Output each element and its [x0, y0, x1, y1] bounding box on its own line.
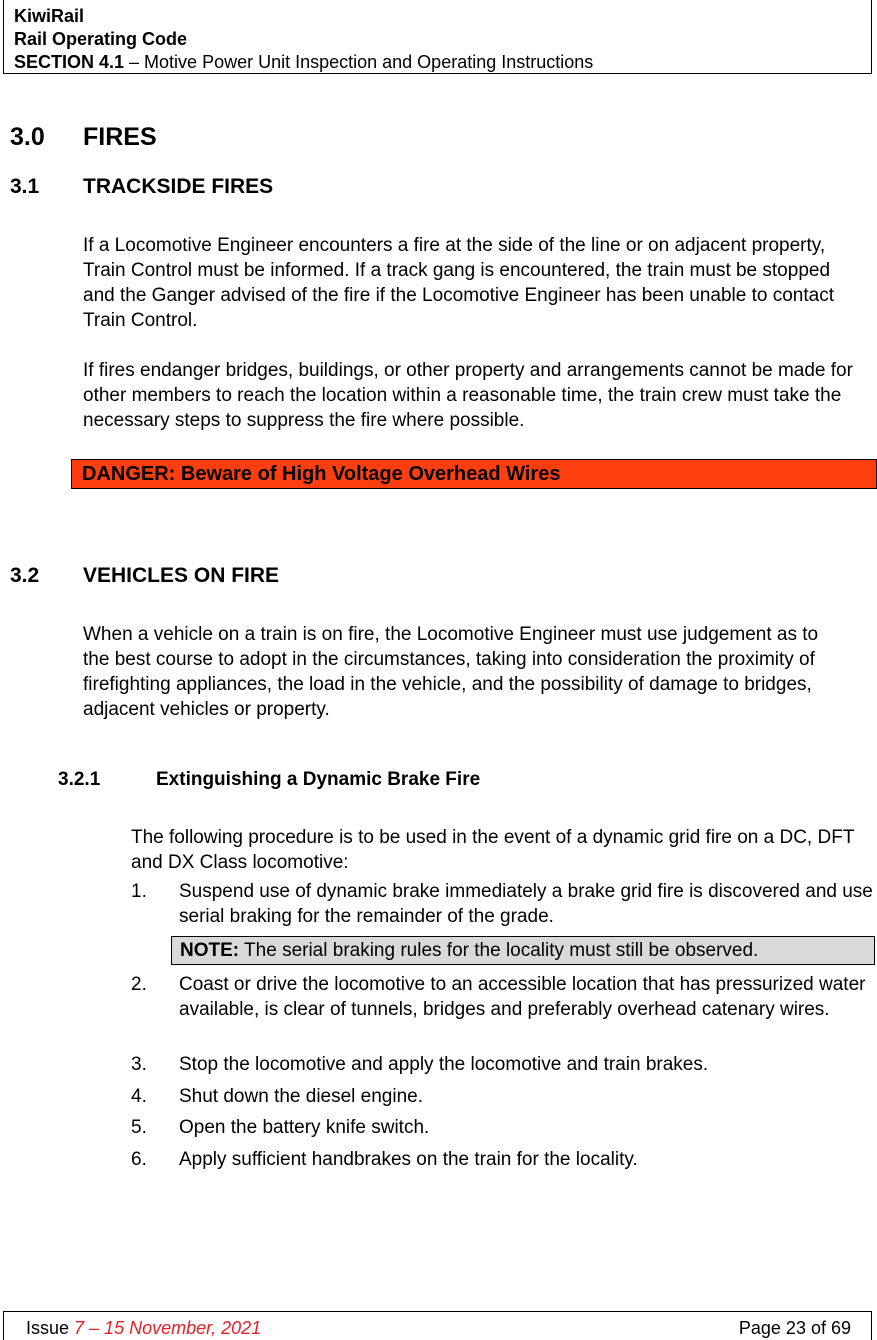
issue-label: Issue [26, 1318, 75, 1338]
vehicles-paragraph: When a vehicle on a train is on fire, the Locomotive Engineer must use judgement as to the best course to adopt in the circumstances, taking into consideration the proximity of firefighting appliances, the load in the vehicle, and the possibility of damage to bridges, adjacent vehicles or property. [83, 624, 819, 720]
step-text: Stop the locomotive and apply the locomotive and train brakes. [179, 1054, 709, 1075]
section-line [14, 51, 593, 73]
heading-3-0-number: 3.0 [10, 123, 45, 151]
step-text: Coast or drive the locomotive to an accessible location that has pressurized water available, is clear of tunnels, bridges and preferably overhead catenary wires. [179, 974, 866, 1020]
heading-3-2-number: 3.2 [10, 564, 40, 587]
step-text: Shut down the diesel engine. [179, 1086, 424, 1107]
step-number: 1. [131, 881, 147, 902]
issue-info [26, 1317, 261, 1339]
heading-3-1-number: 3.1 [10, 175, 40, 198]
step-number: 5. [131, 1117, 147, 1138]
step-text: Suspend use of dynamic brake immediately a brake grid fire is discovered and use serial braking for the remainder of the grade. [179, 881, 873, 927]
section-label: SECTION 4.1 [14, 52, 125, 72]
page-number: Page 23 of 69 [738, 1318, 851, 1338]
heading-3-2-1-number: 3.2.1 [58, 769, 101, 790]
section-title: Motive Power Unit Inspection and Operating Instructions [144, 52, 594, 72]
heading-3-2-1-title: Extinguishing a Dynamic Brake Fire [156, 769, 481, 790]
heading-3-2-title: VEHICLES ON FIRE [83, 564, 280, 587]
page-header [3, 0, 872, 74]
step-text: Apply sufficient handbrakes on the train for the locality. [179, 1149, 638, 1170]
heading-3-1-title: TRACKSIDE FIRES [83, 175, 274, 198]
page-footer [3, 1311, 872, 1340]
trackside-paragraph-2: If fires endanger bridges, buildings, or other property and arrangements cannot be made for other members to reach the location within a reasonable time, the train crew must take the necessary steps to suppress the fire where possible. [83, 360, 853, 431]
danger-warning-box: DANGER: Beware of High Voltage Overhead Wires [71, 459, 877, 489]
company-name: KiwiRail [14, 6, 85, 26]
document-title: Rail Operating Code [14, 29, 188, 49]
procedure-intro: The following procedure is to be used in the event of a dynamic grid fire on a DC, DFT and DX Class locomotive: [131, 827, 855, 873]
note-box [171, 936, 875, 965]
step-number: 2. [131, 974, 147, 995]
section-dash: – [124, 52, 145, 72]
note-label: NOTE: [180, 940, 240, 961]
heading-3-0-title: FIRES [83, 123, 157, 151]
issue-value: 7 – 15 November, 2021 [74, 1318, 262, 1338]
note-text: The serial braking rules for the locality must still be observed. [239, 940, 759, 961]
step-number: 6. [131, 1149, 147, 1170]
step-number: 3. [131, 1054, 147, 1075]
trackside-paragraph-1: If a Locomotive Engineer encounters a fire at the side of the line or on adjacent property, Train Control must be informed. If a track gang is encountered, the train must be stopped and the Ganger advised of the fire if the Locomotive Engineer has been unable to contact Train Control. [83, 235, 835, 331]
step-text: Open the battery knife switch. [179, 1117, 430, 1138]
step-number: 4. [131, 1086, 147, 1107]
